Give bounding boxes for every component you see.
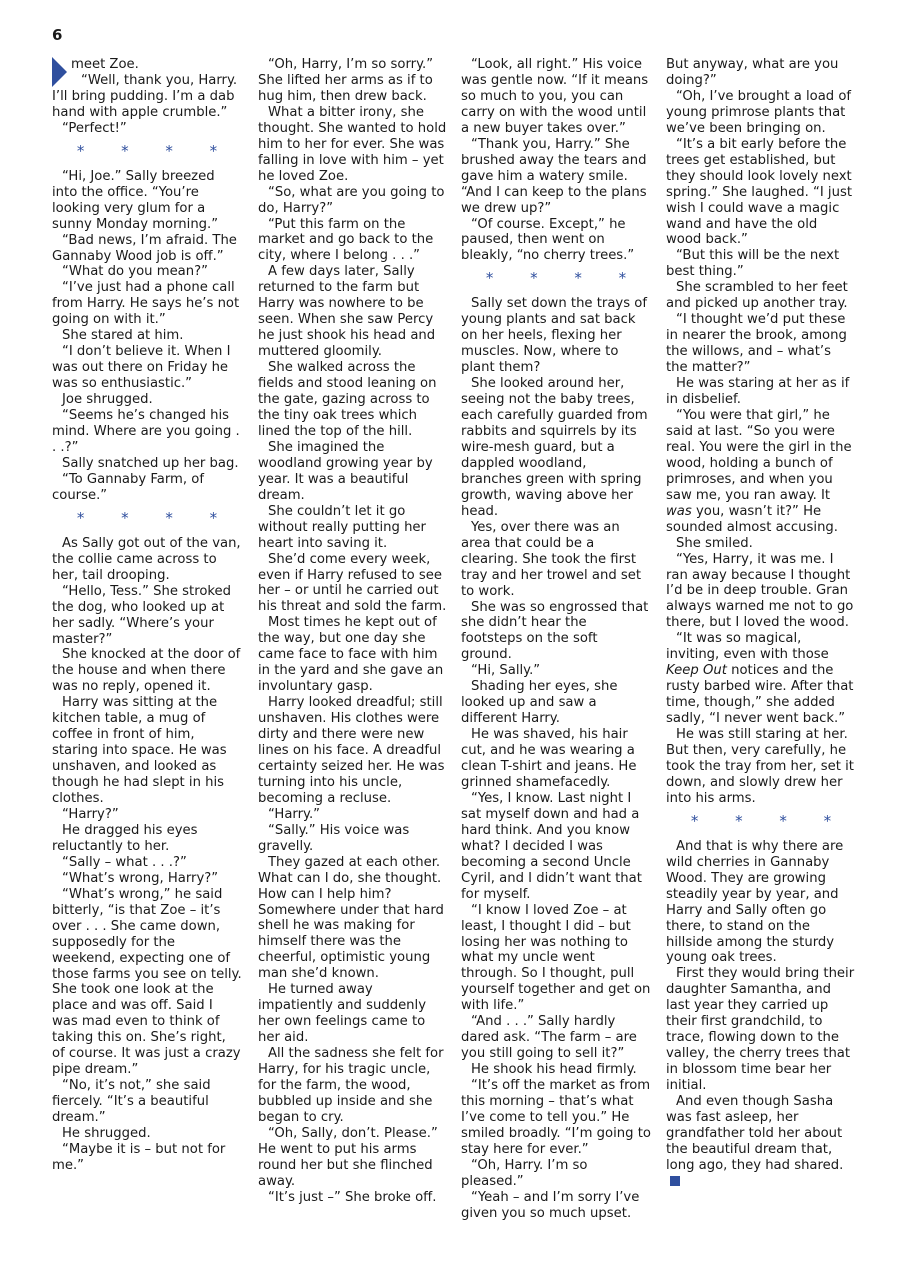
continuation-marker-icon <box>52 57 67 87</box>
paragraph: “Oh, Harry. I’m so pleased.” <box>461 1157 588 1189</box>
paragraph: “I don’t believe it. When I was out there on Friday he was so enthusiastic.” <box>52 344 231 392</box>
paragraph: “Oh, I’ve brought a load of young primrose plants that we’ve been bringing on. <box>666 88 852 136</box>
paragraph: What a bitter irony, she thought. She wanted to hold him to her for ever. She was falling in love with him – yet he loved Zoe. <box>258 104 447 184</box>
text-column-2 <box>258 57 448 1206</box>
section-separator: * * * * <box>485 269 643 288</box>
paragraph: She couldn’t let it go without really putting her heart into saving it. <box>258 503 426 551</box>
paragraph: He dragged his eyes reluctantly to her. <box>52 822 198 854</box>
paragraph: Harry looked dreadful; still unshaven. His clothes were dirty and there were new lines on his face. A dreadful certainty seized her. He was turning into his uncle, becoming a recluse. <box>258 695 445 806</box>
paragraph: As Sally got out of the van, the collie came across to her, tail drooping. <box>52 535 241 583</box>
text-column-1 <box>52 57 242 1174</box>
paragraph: “It’s a bit early before the trees get established, but they should look lovely next spring.” She laughed. “I just wish I could wave a magic wand and have the old wood back.” <box>666 136 852 248</box>
paragraph: “Well, thank you, Harry. I’ll bring pudding. I’m a dab hand with apple crumble.” <box>52 72 238 120</box>
paragraph: “Yeah – and I’m sorry I’ve given you so much upset. <box>461 1189 640 1221</box>
paragraph: She scrambled to her feet and picked up another tray. <box>666 280 848 312</box>
paragraph: She stared at him. <box>62 328 184 344</box>
section-separator: * * * * <box>690 811 848 830</box>
paragraph: “Thank you, Harry.” She brushed away the tears and gave him a watery smile. “And I can keep to the plans we drew up?” <box>461 136 647 216</box>
text-column-3 <box>461 57 651 1222</box>
paragraph: He was still staring at her. But then, very carefully, he took the tray from her, set it down, and slowly drew her into his arms. <box>666 727 854 806</box>
paragraph: “Put this farm on the market and go back to the city, where I belong . . .” <box>258 216 434 264</box>
text-span: And even though Sasha was fast asleep, her grandfather told her about the beautiful dream that, long ago, they had shared. <box>666 1094 844 1173</box>
paragraph: Harry was sitting at the kitchen table, a mug of coffee in front of him, staring into space. He was unshaven, and looked as though he had slept in his clothes. <box>52 695 227 807</box>
paragraph: “Hello, Tess.” She stroked the dog, who looked up at her sadly. “Where’s your master?” <box>52 583 232 647</box>
paragraph: “But this will be the next best thing.” <box>666 248 840 280</box>
paragraph: Joe shrugged. <box>62 392 153 408</box>
section-separator: * * * * <box>76 508 234 527</box>
paragraph: All the sadness she felt for Harry, for his tragic uncle, for the farm, the wood, bubbled up inside and she began to cry. <box>258 1046 444 1125</box>
paragraph: “What do you mean?” <box>62 264 208 280</box>
paragraph: He shrugged. <box>62 1126 151 1142</box>
paragraph: He was shaved, his hair cut, and he was wearing a clean T-shirt and jeans. He grinned shamefacedly. <box>461 727 637 790</box>
end-of-story-icon <box>670 1176 680 1186</box>
paragraph: “Of course. Except,” he paused, then went on bleakly, “no cherry trees.” <box>461 216 635 264</box>
paragraph: “What’s wrong,” he said bitterly, “is that Zoe – it’s over . . . She came down, supposedly for the weekend, expecting one of those farms you see on telly. She took one look at the place and was off. Said I was mad even to think of taking this on. She’s right, of course. It was just a crazy pipe dream.” <box>52 886 242 1078</box>
paragraph: “Maybe it is – but not for me.” <box>52 1142 226 1173</box>
paragraph: “Oh, Harry, I’m so sorry.” She lifted her arms as if to hug him, then drew back. <box>258 57 434 104</box>
paragraph: “Hi, Joe.” Sally breezed into the office. “You’re looking very glum for a sunny Monday morning.” <box>52 168 219 232</box>
paragraph: “Seems he’s changed his mind. Where are you going . . .?” <box>52 408 240 455</box>
paragraph <box>666 631 856 727</box>
paragraph: She smiled. <box>676 535 753 551</box>
section-separator: * * * * <box>76 141 234 160</box>
paragraph: A few days later, Sally returned to the farm but Harry was nowhere to be seen. When she saw Percy he just shook his head and muttered gloomily. <box>258 264 436 360</box>
paragraph: “Perfect!” <box>62 120 127 136</box>
paragraph: She knocked at the door of the house and when there was no reply, opened it. <box>52 647 241 695</box>
paragraph: He turned away impatiently and suddenly her own feelings came to her aid. <box>258 982 427 1046</box>
paragraph: “Yes, Harry, it was me. I ran away because I thought I’d be in deep trouble. Gran always warned me not to go there, but I loved the wood. <box>666 551 854 631</box>
paragraph: He was staring at her as if in disbelief. <box>666 376 850 408</box>
paragraph: Most times he kept out of the way, but one day she came face to face with him in the yard and she gave an involuntary gasp. <box>258 615 444 695</box>
paragraph: “What’s wrong, Harry?” <box>62 870 219 886</box>
paragraph: She was so engrossed that she didn’t hear the footsteps on the soft ground. <box>461 599 649 663</box>
paragraph: First they would bring their daughter Samantha, and last year they carried up their first grandchild, to trace, flowing down to the valley, the cherry trees that in blossom time bear her initial. <box>666 966 855 1094</box>
paragraph: “It’s just –” She broke off. <box>268 1189 437 1205</box>
paragraph: She walked across the fields and stood leaning on the gate, gazing across to the tiny oak trees which lined the top of the hill. <box>258 360 437 439</box>
paragraph: “Harry.” <box>268 806 320 822</box>
paragraph: He shook his head firmly. <box>471 1062 637 1078</box>
paragraph: Sally set down the trays of young plants and sat back on her heels, flexing her muscles. Now, where to plant them? <box>461 296 647 376</box>
emphasis: was <box>666 503 692 519</box>
text-span: notices and the rusty barbed wire. After that time, though,” she added sadly, “I never went back.” <box>666 663 854 727</box>
paragraph: “Oh, Sally, don’t. Please.” He went to put his arms round her but she flinched away. <box>258 1125 438 1189</box>
paragraph: “And . . .” Sally hardly dared ask. “The farm – are you still going to sell it?” <box>461 1014 637 1062</box>
paragraph: She imagined the woodland growing year by year. It was a beautiful dream. <box>258 439 433 503</box>
paragraph: “It’s off the market as from this morning – that’s what I’ve come to tell you.” He smiled broadly. “I’m going to stay here for ever.” <box>461 1078 651 1157</box>
paragraph: She looked around her, seeing not the baby trees, each carefully guarded from rabbits and squirrels by its wire-mesh guard, but a dappled woodland, branches green with spring growth, waving above her head. <box>461 376 648 519</box>
paragraph: “I thought we’d put these in nearer the brook, among the willows, and – what’s the matter?” <box>666 312 847 376</box>
paragraph: “So, what are you going to do, Harry?” <box>258 184 445 216</box>
emphasis: Keep Out <box>666 663 727 679</box>
paragraph: meet Zoe. <box>71 57 139 72</box>
paragraph: “Harry?” <box>62 806 119 822</box>
paragraph: “I’ve just had a phone call from Harry. He says he’s not going on with it.” <box>52 280 240 328</box>
page-number: 6 <box>52 26 63 44</box>
text-span: “It was so magical, inviting, even with those <box>666 631 829 663</box>
paragraph: “Bad news, I’m afraid. The Gannaby Wood job is off.” <box>52 232 237 264</box>
paragraph: “Hi, Sally.” <box>471 663 541 679</box>
paragraph <box>666 408 856 536</box>
paragraph: “Look, all right.” His voice was gentle now. “If it means so much to you, you can carry on with the wood until a new buyer takes over.” <box>461 57 649 136</box>
paragraph: Sally snatched up her bag. <box>62 455 239 471</box>
paragraph: But anyway, what are you doing?” <box>666 57 839 88</box>
paragraph: “I know I loved Zoe – at least, I thought I did – but losing her was nothing to what my uncle went through. So I thought, pull yourself together and get on with life.” <box>461 902 651 1014</box>
paragraph <box>666 1094 856 1190</box>
text-column-4 <box>666 57 856 1190</box>
paragraph: And that is why there are wild cherries in Gannaby Wood. They are growing steadily year by year, and Harry and Sally often go there, to stand on the hillside among the sturdy young oak trees. <box>666 838 844 966</box>
paragraph: Shading her eyes, she looked up and saw a different Harry. <box>461 679 618 727</box>
paragraph: “Sally.” His voice was gravelly. <box>258 822 410 854</box>
paragraph: “Yes, I know. Last night I sat myself down and had a hard think. And you know what? I decided I was becoming a second Uncle Cyril, and I didn’t want that for myself. <box>461 790 642 902</box>
text-span: “You were that girl,” he said at last. “So you were real. You were the girl in the wood, holding a bunch of primroses, and when you saw me, you ran away. It <box>666 407 852 503</box>
paragraph: “To Gannaby Farm, of course.” <box>52 471 204 503</box>
paragraph: They gazed at each other. What can I do, she thought. How can I help him? Somewhere under that hard shell he was making for himself there was the cheerful, optimistic young man she’d known. <box>258 854 444 982</box>
paragraph: She’d come every week, even if Harry refused to see her – or until he carried out his threat and sold the farm. <box>258 551 447 615</box>
paragraph: “Sally – what . . .?” <box>62 854 187 870</box>
text-span: you, wasn’t it?” He sounded almost accusing. <box>666 503 838 535</box>
paragraph: Yes, over there was an area that could be a clearing. She took the first tray and her trowel and set to work. <box>461 519 642 599</box>
paragraph: “No, it’s not,” she said fiercely. “It’s a beautiful dream.” <box>52 1078 211 1126</box>
